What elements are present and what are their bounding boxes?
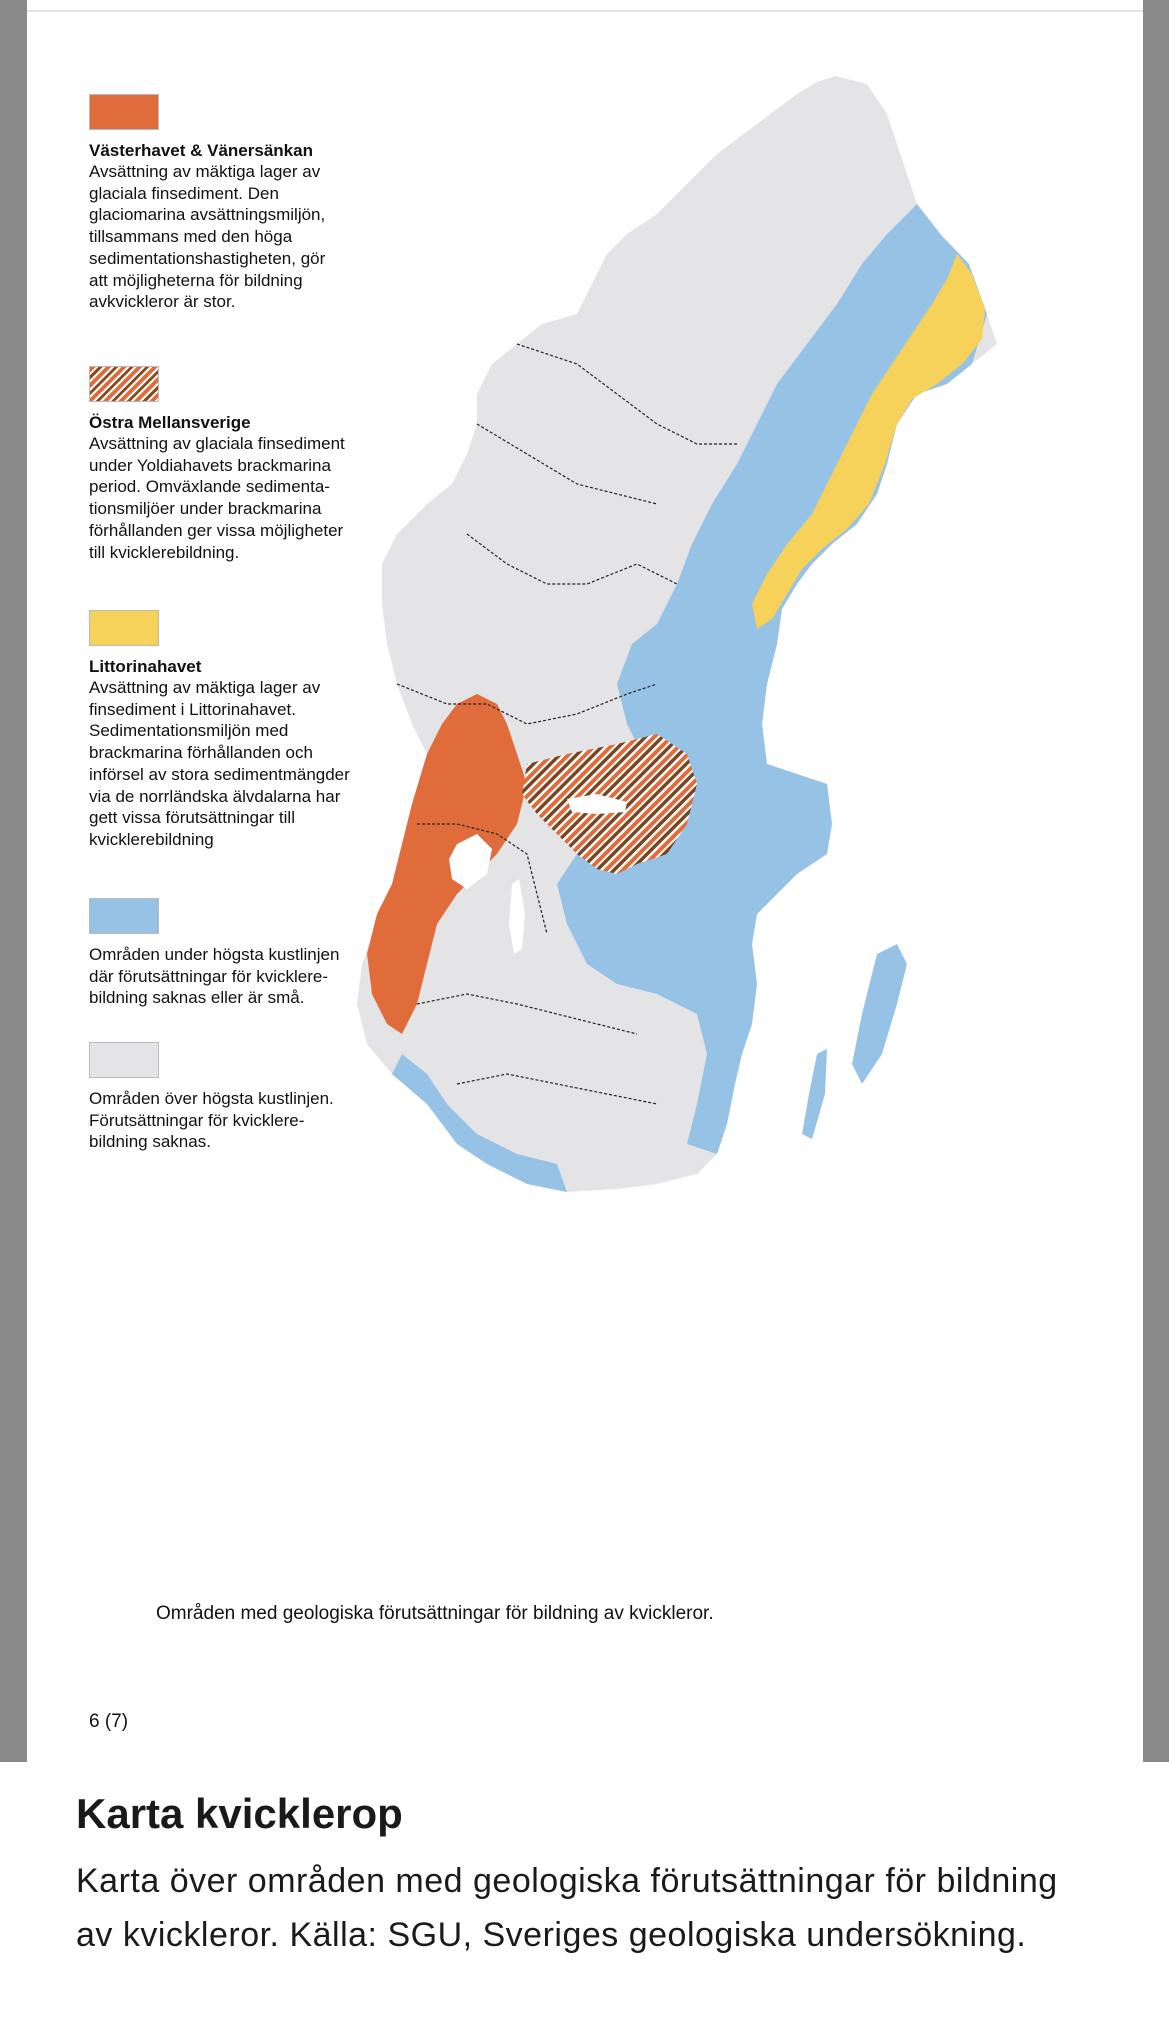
gotland-island (852, 944, 907, 1084)
legend-swatch-hatched (89, 366, 159, 402)
legend-title: Västerhavet & Vänersänkan (89, 141, 313, 160)
legend-description: Avsättning av mäktiga lager av finsediment i Littorinahavet. Sedimentationsmiljön med brackmarina förhållanden och införsel av stora sedimentmängder via de norrländska älvdalarna har gett vissa förutsättningar till kvicklerebildning (89, 678, 350, 849)
legend-title: Östra Mellansverige (89, 413, 251, 432)
image-description: Karta över områden med geologiska förutsättningar för bildning av kvickleror. Källa: SGU, Sveriges geologiska undersökning. (76, 1862, 1058, 1954)
legend-description: Avsättning av glaciala finsediment under Yoldiahavets brackmarina period. Omväxlande sedimenta- tionsmiljöer under brackmarina förhållanden ger vissa möjligheter till kvicklerebildning. (89, 434, 345, 562)
oland-island (802, 1049, 827, 1139)
legend-title: Littorinahavet (89, 657, 202, 676)
legend-swatch-blue (89, 898, 159, 934)
legend-swatch-yellow (89, 610, 159, 646)
map-caption: Områden med geologiska förutsättningar för bildning av kvickleror. (156, 1603, 714, 1624)
legend-description: Områden under högsta kustlinjen där förutsättningar för kvicklere- bildning saknas eller är små. (89, 945, 340, 1008)
document-page (27, 0, 1143, 1762)
legend-description: Områden över högsta kustlinjen. Förutsättningar för kvicklere- bildning saknas. (89, 1089, 334, 1152)
image-info-panel (0, 1762, 1169, 2039)
legend-swatch-orange (89, 94, 159, 130)
image-title: Karta kvicklerор (76, 1790, 403, 1837)
legend-swatch-grey (89, 1042, 159, 1078)
page-number: 6 (7) (89, 1711, 129, 1732)
legend-description: Avsättning av mäktiga lager av glaciala finsediment. Den glaciomarina avsättningsmiljön, tillsammans med den höga sedimentationshastigheten, gör att möjligheterna för bildning avkvickleror är stor. (89, 162, 326, 312)
page-divider (27, 10, 1143, 12)
sweden-map (357, 64, 1077, 1584)
